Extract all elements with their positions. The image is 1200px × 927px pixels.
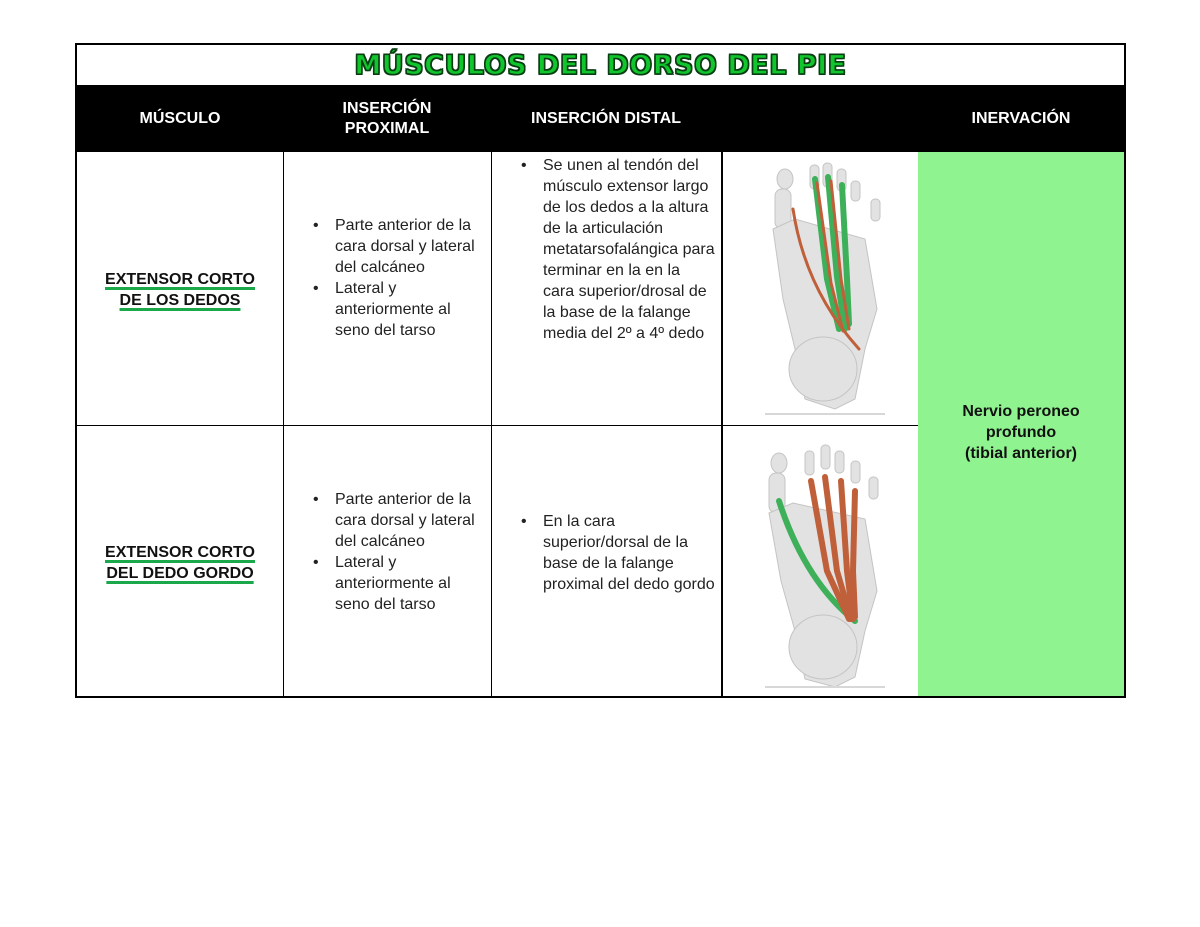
list-item: • En la cara superior/dorsal de la base de la falange proximal del dedo gordo: [515, 511, 715, 595]
muscle-name-row2: EXTENSOR CORTO DEL DEDO GORDO: [105, 544, 255, 582]
header-musculo: MÚSCULO: [139, 110, 221, 127]
proximal-list-row2: [307, 489, 487, 615]
col-divider: [283, 152, 284, 696]
table-title: MÚSCULOS DEL DORSO DEL PIE: [354, 49, 847, 81]
header-image: [721, 86, 918, 152]
list-item: • Parte anterior de la cara dorsal y lateral del calcáneo: [307, 215, 487, 278]
header-inervacion: INERVACIÓN: [971, 110, 1071, 127]
list-item: • Se unen al tendón del músculo extensor largo de los dedos a la altura de la articulación metatarsofalángica para terminar en la en la cara superior/drosal de la base de la falange media del 2º a 4º dedo: [515, 155, 715, 344]
header-row: [77, 86, 1124, 152]
list-item: • Lateral y anteriormente al seno del tarso: [307, 552, 487, 615]
distal-list-row1: [515, 155, 715, 344]
foot-bones-illustration-icon: [765, 441, 885, 691]
header-insercion-proximal: INSERCIÓN PROXIMAL: [342, 100, 432, 137]
col-divider: [721, 152, 723, 696]
header-insercion-distal: INSERCIÓN DISTAL: [531, 110, 681, 127]
foot-bones-illustration-icon: [765, 159, 885, 419]
row-divider: [77, 425, 918, 426]
list-item: • Parte anterior de la cara dorsal y lateral del calcáneo: [307, 489, 487, 552]
muscle-name-row1: EXTENSOR CORTO DE LOS DEDOS: [105, 271, 255, 309]
distal-list-row2: [515, 511, 715, 595]
list-item: • Lateral y anteriormente al seno del tarso: [307, 278, 487, 341]
col-divider: [491, 152, 492, 696]
muscle-table: [75, 43, 1126, 698]
inervacion-text: Nervio peroneo profundo (tibial anterior): [962, 403, 1080, 462]
inervacion-cell: [918, 152, 1124, 696]
proximal-list-row1: [307, 215, 487, 341]
title-row: [77, 45, 1124, 86]
